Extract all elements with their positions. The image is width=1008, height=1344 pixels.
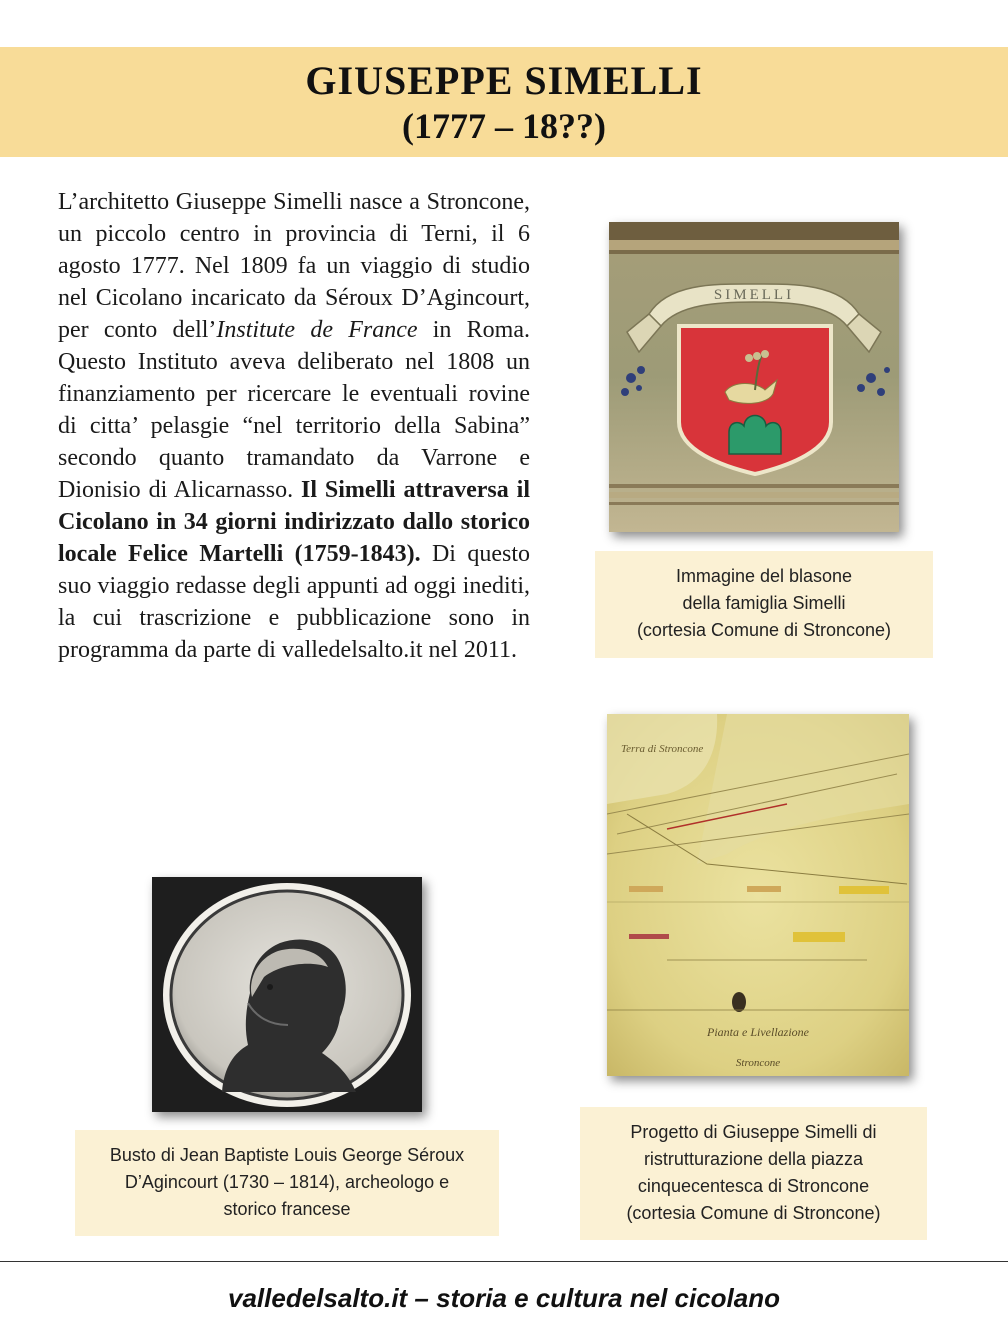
body-text-italic: Institute de France [216,317,418,343]
portrait-caption-line: Busto di Jean Baptiste Louis George Séroux [109,1145,465,1165]
body-text-part-1: L’architetto Giuseppe Simelli nasce a Stroncone, un piccolo centro in provincia di Terni, il 6 agosto 1777. Nel 1809 fa un viaggio di studio nel Cicolano incaricato da Séroux D’Agincourt, per conto dell’ [58,189,530,343]
portrait-image [152,877,422,1112]
map-top-label: Terra di Stroncone [621,743,704,755]
coat-of-arms-image [609,222,899,532]
map-project-image [607,714,909,1076]
title-band [0,47,1008,157]
map-bottom-place: Stroncone [735,1057,781,1069]
map-caption-line: ristrutturazione della piazza [643,1149,864,1169]
biography-text [58,186,530,666]
footer-divider [0,1261,1008,1262]
body-text-part-3: Di questo suo viaggio redasse degli appunti ad oggi inediti, la cui trascrizione e pubblicazione sono in programma da parte di valledelsalto.it nel 2011. [58,541,530,663]
crest-caption-line: della famiglia Simelli [682,593,846,613]
page-title: GIUSEPPE SIMELLI [305,58,703,103]
portrait-caption-line: storico francese [223,1199,351,1219]
map-caption-line: (cortesia Comune di Stroncone) [626,1203,881,1223]
map-bottom-title: Pianta e Livellazione [707,1025,809,1039]
crest-caption-line: (cortesia Comune di Stroncone) [636,620,892,640]
map-caption-line: cinquecentesca di Stroncone [637,1176,870,1196]
portrait-caption-line: D’Agincourt (1730 – 1814), archeologo e [124,1172,450,1192]
crest-banner-text: SIMELLI [713,287,795,303]
body-text-bold: Il Simelli attraversa il Cicolano in 34 giorni indirizzato dallo storico locale Felice Martelli (1759-1843). [58,477,530,567]
crest-caption [595,551,933,658]
map-caption-line: Progetto di Giuseppe Simelli di [630,1122,877,1142]
crest-caption-line: Immagine del blasone [675,566,853,586]
page-title-dates: (1777 – 18??) [402,106,606,146]
map-caption [580,1107,927,1240]
portrait-caption [75,1130,499,1236]
body-text-part-2: in Roma. Questo Instituto aveva deliberato nel 1808 un finanziamento per ricercare le eventuali rovine di citta’ pelasgie “nel territorio della Sabina” secondo quanto tramandato da Varrone e Dionisio di Alicarnasso. [58,317,530,503]
footer-text: valledelsalto.it – storia e cultura nel cicolano [228,1283,780,1313]
